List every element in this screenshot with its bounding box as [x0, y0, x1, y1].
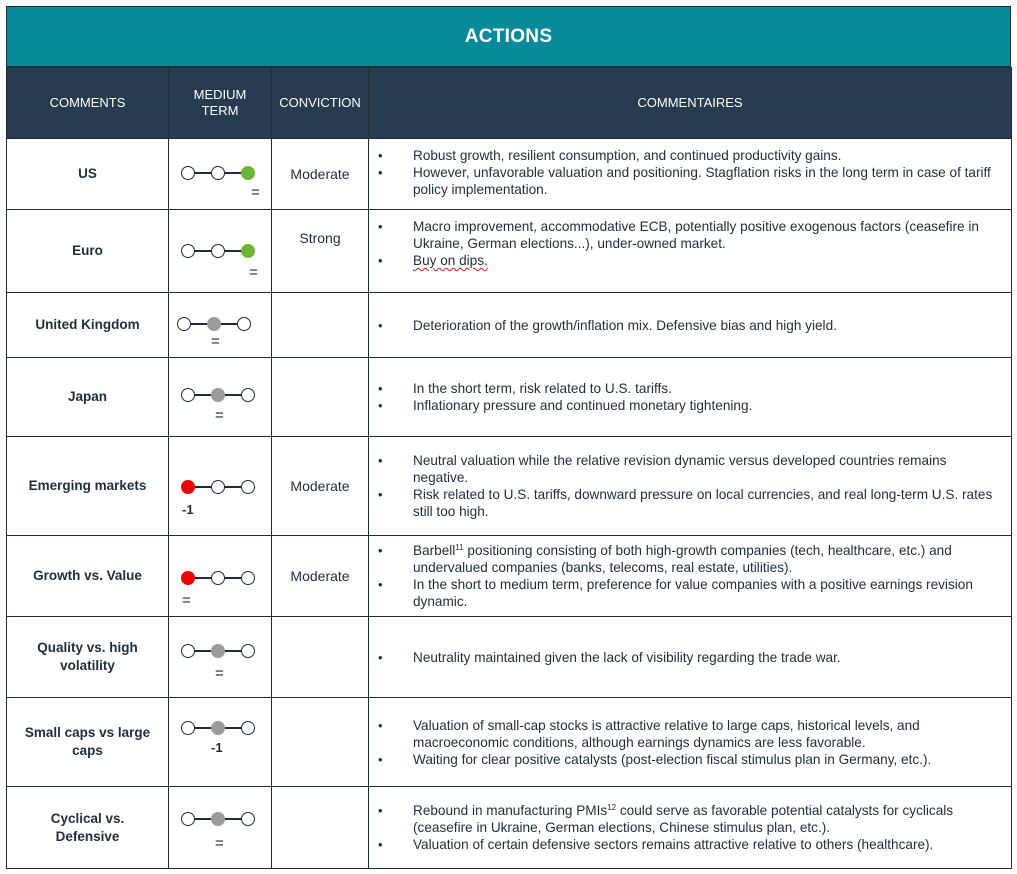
conviction-cell: [272, 293, 369, 358]
row-name: Japan: [7, 358, 169, 437]
position-dot-active: [211, 388, 225, 402]
position-dial: [181, 243, 257, 259]
conviction-cell: Moderate: [272, 536, 369, 617]
table-row: [7, 210, 1012, 293]
comment-cell: [369, 139, 1012, 210]
comment-bullet: • Neutral valuation while the relative revision dynamic versus developed countries remains negative.: [376, 452, 1005, 486]
position-dial: [181, 720, 257, 736]
change-marker: =: [215, 407, 224, 424]
comment-bullet: [376, 252, 1005, 269]
comment-bullet: • Inflationary pressure and continued monetary tightening.: [376, 397, 1005, 414]
row-name: Small caps vs large caps: [7, 698, 169, 787]
comment-cell: [369, 536, 1012, 617]
comment-cell: [369, 210, 1012, 293]
position-dot: [241, 644, 255, 658]
change-marker: =: [251, 184, 260, 201]
comment-cell: [369, 698, 1012, 787]
table-title: ACTIONS: [6, 6, 1011, 67]
position-dial: [181, 165, 257, 181]
table-row: [7, 293, 1012, 358]
conviction-cell: Moderate: [272, 139, 369, 210]
row-name: Emerging markets: [7, 437, 169, 536]
position-dot-active: [207, 317, 221, 331]
change-marker: =: [211, 333, 220, 350]
comment-cell: [369, 358, 1012, 437]
position-indicator: [169, 139, 272, 210]
table-row: [7, 437, 1012, 536]
table-row: [7, 536, 1012, 617]
conviction-cell: [272, 787, 369, 869]
change-marker: =: [182, 592, 191, 609]
position-indicator: [169, 293, 272, 358]
comment-text: Rebound in manufacturing PMIs: [413, 803, 608, 818]
table-row: [7, 139, 1012, 210]
position-dot: [237, 317, 251, 331]
comment-cell: [369, 293, 1012, 358]
actions-table: [6, 67, 1012, 869]
comment-cell: [369, 787, 1012, 869]
position-dial: [181, 479, 257, 495]
header-conviction: CONVICTION: [272, 68, 369, 139]
position-indicator: [169, 210, 272, 293]
row-name: Euro: [7, 210, 169, 293]
position-indicator: [169, 358, 272, 437]
comment-cell: [369, 437, 1012, 536]
table-row: [7, 617, 1012, 698]
comment-bullet: • However, unfavorable valuation and positioning. Stagflation risks in the long term in case of tariff policy implementation.: [376, 164, 1005, 198]
comment-bullet-text: Buy on dips.: [413, 253, 488, 268]
comment-bullet: • Neutrality maintained given the lack of visibility regarding the trade war.: [376, 649, 1005, 666]
position-dot: [211, 480, 225, 494]
change-marker: =: [249, 264, 258, 281]
change-marker: =: [215, 835, 224, 852]
position-dot: [241, 571, 255, 585]
comment-bullet: [376, 802, 1005, 836]
position-dot: [211, 166, 225, 180]
position-dot: [181, 644, 195, 658]
change-marker: -1: [182, 502, 194, 517]
comment-bullet: • Deterioration of the growth/inflation mix. Defensive bias and high yield.: [376, 317, 1005, 334]
comment-bullet: • Valuation of certain defensive sectors remains attractive relative to others (healthcare).: [376, 836, 1005, 853]
actions-table-container: [6, 6, 1011, 869]
comment-text: positioning consisting of both high-growth companies (tech, healthcare, etc.) and undervalued companies (banks, telecoms, real estate, utilities).: [413, 543, 952, 575]
conviction-cell: Moderate: [272, 437, 369, 536]
position-dial: [181, 643, 257, 659]
position-dot-active: [241, 166, 255, 180]
position-dot: [211, 244, 225, 258]
position-dot-active: [181, 480, 195, 494]
comment-bullet: • Risk related to U.S. tariffs, downward pressure on local currencies, and real long-term U.S. rates still too high.: [376, 486, 1005, 520]
position-dot-active: [211, 721, 225, 735]
footnote-ref: 12: [607, 803, 617, 812]
position-dot: [241, 480, 255, 494]
row-name: US: [7, 139, 169, 210]
position-dot: [181, 244, 195, 258]
comment-bullet: • Macro improvement, accommodative ECB, potentially positive exogenous factors (ceasefire in Ukraine, German elections...), under-owned market.: [376, 218, 1005, 252]
position-dial: [181, 387, 257, 403]
change-marker: -1: [211, 740, 223, 755]
position-dot: [241, 388, 255, 402]
header-medium-term-line1: MEDIUM: [193, 87, 247, 103]
header-medium-term: [169, 68, 272, 139]
comment-cell: [369, 617, 1012, 698]
position-dial: [181, 570, 257, 586]
position-indicator: [169, 536, 272, 617]
position-dial: [181, 811, 257, 827]
comment-bullet: • Valuation of small-cap stocks is attractive relative to large caps, historical levels, and macroeconomic conditions, although earnings dynamics are less favorable.: [376, 717, 1005, 751]
conviction-cell: [272, 698, 369, 787]
position-dot: [177, 317, 191, 331]
comment-bullet: • In the short term, risk related to U.S. tariffs.: [376, 380, 1005, 397]
position-indicator: [169, 437, 272, 536]
header-comments: COMMENTS: [7, 68, 169, 139]
header-medium-term-line2: TERM: [201, 103, 239, 118]
table-row: [7, 358, 1012, 437]
row-name: Quality vs. high volatility: [7, 617, 169, 698]
comment-bullet: [376, 542, 1005, 576]
comment-bullet: • In the short to medium term, preference for value companies with a positive earnings revision dynamic.: [376, 576, 1005, 610]
table-row: [7, 787, 1012, 869]
position-dot: [181, 166, 195, 180]
position-dot-active: [241, 244, 255, 258]
comment-bullet: • Robust growth, resilient consumption, and continued productivity gains.: [376, 147, 1005, 164]
row-name: Cyclical vs. Defensive: [7, 787, 169, 869]
position-dial: [177, 316, 253, 332]
row-name: Growth vs. Value: [7, 536, 169, 617]
position-dot: [181, 721, 195, 735]
comment-text: Barbell: [413, 543, 456, 558]
position-indicator: [169, 617, 272, 698]
position-indicator: [169, 787, 272, 869]
conviction-cell: [272, 358, 369, 437]
change-marker: =: [215, 665, 224, 682]
table-row: [7, 698, 1012, 787]
conviction-cell: Strong: [272, 210, 369, 293]
position-dot: [181, 388, 195, 402]
header-row: [7, 68, 1012, 139]
conviction-cell: [272, 617, 369, 698]
position-dot-active: [181, 571, 195, 585]
position-dot-active: [211, 644, 225, 658]
footnote-ref: 11: [455, 543, 464, 552]
position-dot: [241, 721, 255, 735]
position-dot: [241, 812, 255, 826]
position-dot-active: [211, 812, 225, 826]
position-dot: [181, 812, 195, 826]
header-commentaires: COMMENTAIRES: [369, 68, 1012, 139]
position-indicator: [169, 698, 272, 787]
comment-text: could serve as favorable potential catalysts for cyclicals (ceasefire in Ukraine, German elections, Chinese stimulus plan, etc.).: [413, 803, 954, 835]
position-dot: [211, 571, 225, 585]
comment-bullet: • Waiting for clear positive catalysts (post-election fiscal stimulus plan in Germany, etc.).: [376, 751, 1005, 768]
row-name: United Kingdom: [7, 293, 169, 358]
